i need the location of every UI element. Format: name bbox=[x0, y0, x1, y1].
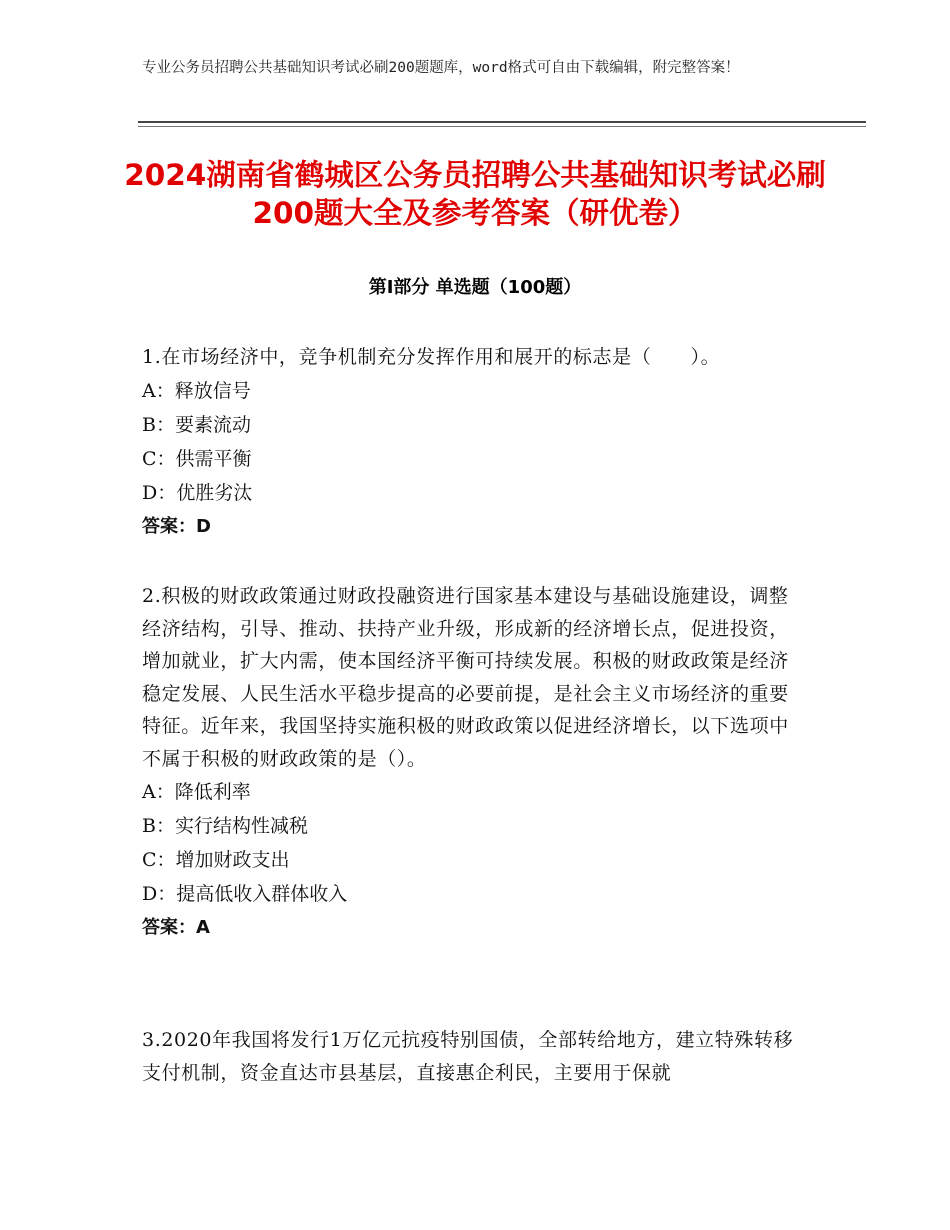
question-2 bbox=[142, 580, 802, 945]
header-note: 专业公务员招聘公共基础知识考试必刷200题题库，word格式可自由下载编辑，附完整答案！ bbox=[142, 60, 740, 76]
question-2-option-a: A：降低利率 bbox=[142, 781, 251, 803]
question-1-option-c: C：供需平衡 bbox=[142, 447, 252, 470]
question-1-option-b: B：要素流动 bbox=[142, 413, 251, 436]
header-divider-thick bbox=[138, 121, 866, 123]
question-2-answer: 答案：A bbox=[142, 917, 210, 938]
question-1-stem: 1.在市场经济中，竞争机制充分发挥作用和展开的标志是（ ）。 bbox=[142, 346, 721, 368]
question-1-answer: 答案：D bbox=[142, 515, 211, 537]
question-1 bbox=[142, 341, 802, 544]
question-2-stem: 2.积极的财政政策通过财政投融资进行国家基本建设与基础设施建设，调整经济结构，引导、推动、扶持产业升级，形成新的经济增长点，促进投资，增加就业，扩大内需，使本国经济平衡可持续发展。积极的财政政策是经济稳定发展、人民生活水平稳步提高的必要前提，是社会主义市场经济的重要特征。近年来，我国坚持实施积极的财政政策以促进经济增长，以下选项中不属于积极的财政政策的是（）。 bbox=[142, 585, 789, 770]
question-2-option-b: B：实行结构性减税 bbox=[142, 815, 308, 837]
question-2-option-c: C：增加财政支出 bbox=[142, 849, 290, 871]
question-1-option-a: A：释放信号 bbox=[142, 379, 251, 402]
question-1-option-d: D：优胜劣汰 bbox=[142, 481, 253, 504]
question-3 bbox=[142, 1024, 802, 1089]
question-2-option-d: D：提高低收入群体收入 bbox=[142, 883, 348, 905]
header-divider-thin bbox=[138, 126, 866, 127]
section-heading: 第Ⅰ部分 单选题（100题） bbox=[368, 277, 582, 298]
document-title: 2024湖南省鹤城区公务员招聘公共基础知识考试必刷200题大全及参考答案（研优卷） bbox=[124, 158, 826, 230]
question-3-stem: 3.2020年我国将发行1万亿元抗疫特别国债，全部转给地方，建立特殊转移支付机制，资金直达市县基层，直接惠企利民，主要用于保就 bbox=[142, 1029, 794, 1084]
